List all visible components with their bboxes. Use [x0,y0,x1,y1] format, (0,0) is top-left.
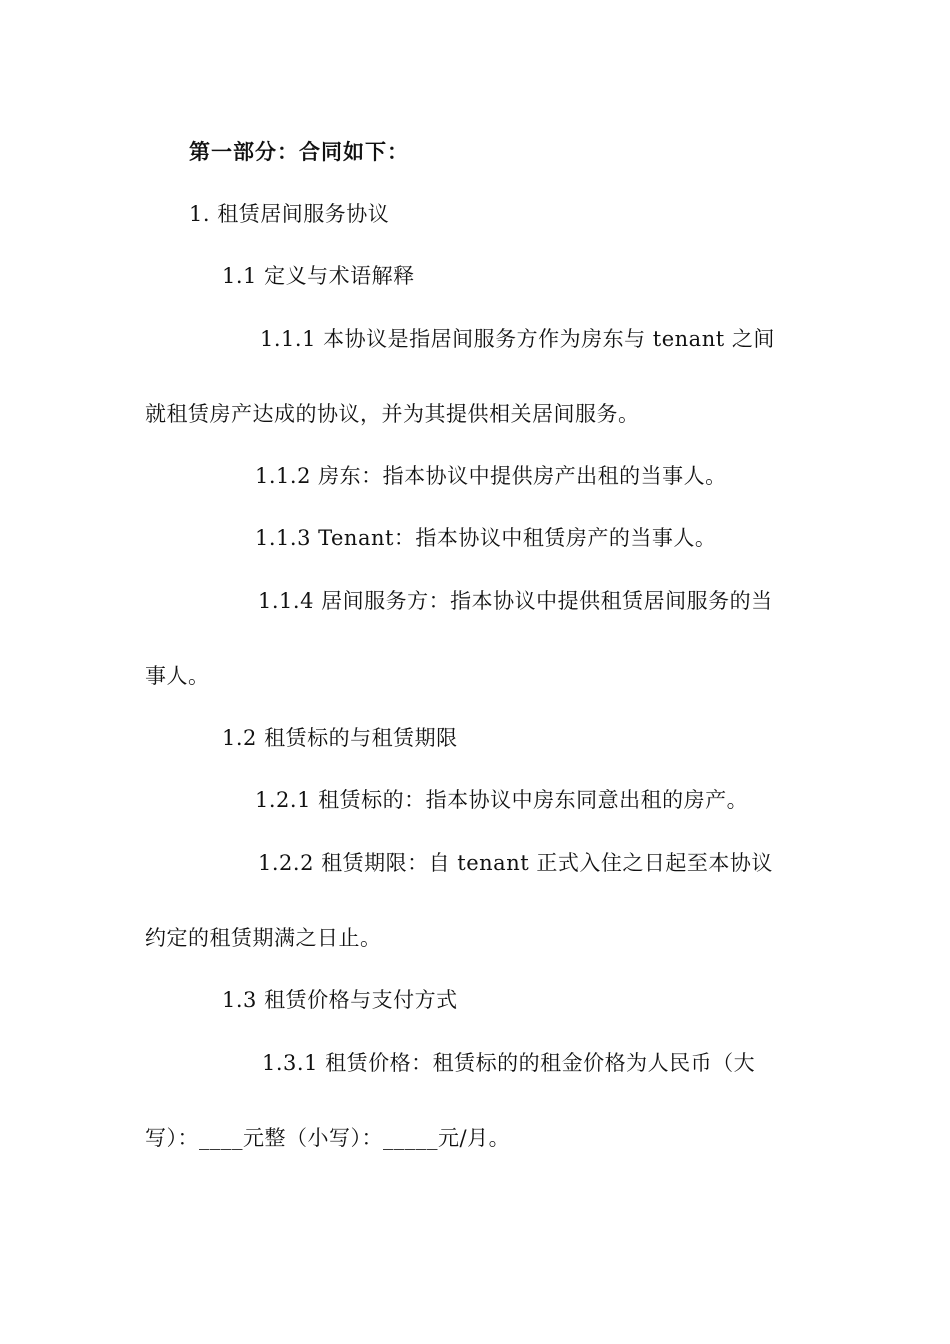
clause-1-1-1-line-1: 1.1.1 本协议是指居间服务方作为房东与 tenant 之间 [260,327,775,351]
clause-1-3-1-line-1: 1.3.1 租赁价格：租赁标的的租金价格为人民币（大 [262,1051,756,1075]
clause-1-2-1: 1.2.1 租赁标的：指本协议中房东同意出租的房产。 [255,788,749,812]
clause-1-2-2-line-1: 1.2.2 租赁期限：自 tenant 正式入住之日起至本协议 [258,851,773,875]
clause-1-3-1-line-2: 写）：____元整（小写）：_____元/月。 [145,1126,511,1150]
clause-1-1-2: 1.1.2 房东：指本协议中提供房产出租的当事人。 [255,464,727,488]
clause-1-2-2-line-2: 约定的租赁期满之日止。 [145,926,382,950]
section-1-3-heading: 1.3 租赁价格与支付方式 [222,988,458,1012]
clause-1-1-3: 1.1.3 Tenant：指本协议中租赁房产的当事人。 [255,526,717,550]
section-1-heading: 1. 租赁居间服务协议 [189,202,390,226]
clause-1-1-4-line-2: 事人。 [145,664,210,688]
clause-1-1-1-line-2: 就租赁房产达成的协议，并为其提供相关居间服务。 [145,402,640,426]
section-1-1-heading: 1.1 定义与术语解释 [222,264,415,288]
clause-1-1-4-line-1: 1.1.4 居间服务方：指本协议中提供租赁居间服务的当 [258,589,773,613]
section-1-2-heading: 1.2 租赁标的与租赁期限 [222,726,458,750]
part-heading: 第一部分：合同如下： [189,140,409,164]
